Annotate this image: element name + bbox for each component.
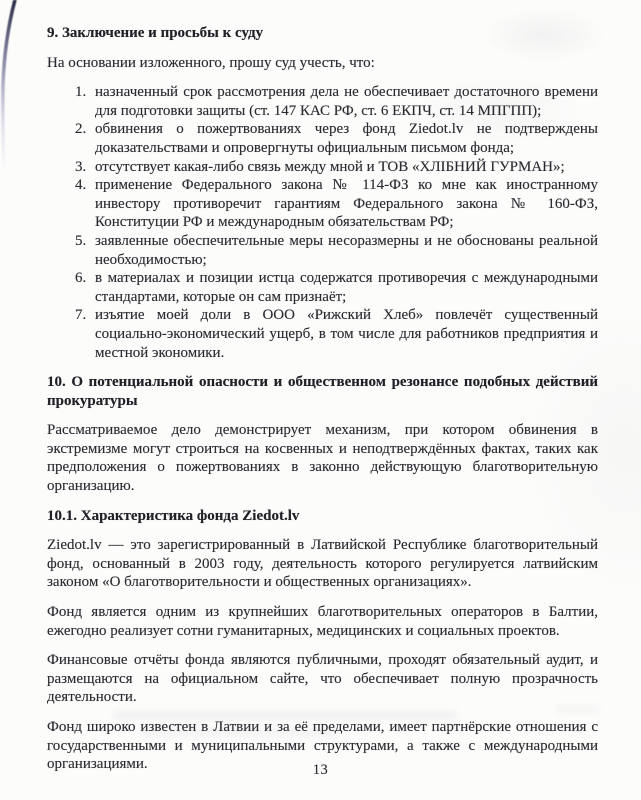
document-body [47,24,598,785]
fund-transparency-paragraph: Финансовые отчёты фонда являются публичными, проходят обязательный аудит, и размещаются на официальном сайте, что обеспечивает полную прозрачность деятельности. [47,652,598,706]
fund-description-paragraph: Ziedot.lv — это зарегистрированный в Латвийской Республике благотворительный фонд, основанный в 2003 году, деятельность которого регулируется латвийским законом «О благотворительности и общественных организациях». [47,537,598,591]
section-9-intro-paragraph: На основании изложенного, прошу суд учесть, что: [47,54,375,71]
list-item: 2. обвинения о пожертвованиях через фонд Ziedot.lv не подтверждены доказательствами и опровергнуты официальным письмом фонда; [90,120,598,157]
scan-edge-artifact [0,0,40,175]
list-item: 3. отсутствует какая-либо связь между мной и ТОВ «ХЛІБНИЙ ГУРМАН»; [90,158,598,177]
section-9-heading: 9. Заключение и просьбы к суду [47,25,264,41]
list-item: 4. применение Федерального закона № 114-ФЗ ко мне как иностранному инвестору противоречит гарантиям Федерального закона № 160-ФЗ, Конституции РФ и международным обязательствам РФ; [90,176,598,232]
fund-scale-paragraph: Фонд является одним из крупнейших благотворительных операторов в Балтии, ежегодно реализует сотни гуманитарных, медицинских и социальных проектов. [47,604,598,639]
section-10-paragraph: Рассматриваемое дело демонстрирует механизм, при котором обвинения в экстремизме могут строиться на косвенных и неподтверждённых фактах, таких как предположения о пожертвованиях в законно действующую благотворительную организацию. [47,422,598,495]
list-item: 6. в материалах и позиции истца содержатся противоречия с международными стандартами, которые он сам признаёт; [90,269,598,306]
page-number: 13 [312,762,329,778]
section-10-1-heading: 10.1. Характеристика фонда Ziedot.lv [47,507,300,524]
fund-reputation-paragraph: Фонд широко известен в Латвии и за её пределами, имеет партнёрские отношения с государственными и муниципальными структурами, а также с международными организациями. [47,719,598,773]
list-item: 1. назначенный срок рассмотрения дела не обеспечивает достаточного времени для подготовки защиты (ст. 147 КАС РФ, ст. 6 ЕКПЧ, ст. 14 МПГПП); [90,83,598,120]
list-item: 7. изъятие моей доли в ООО «Рижский Хлеб» повлечёт существенный социально-экономический ущерб, в том числе для работников предприятия и местной экономики. [90,306,598,362]
court-considerations-list [47,83,598,362]
section-10-heading: 10. О потенциальной опасности и общественном резонансе подобных действий прокуратуры [47,374,598,409]
list-item: 5. заявленные обеспечительные меры несоразмерны и не обоснованы реальной необходимостью; [90,232,598,269]
